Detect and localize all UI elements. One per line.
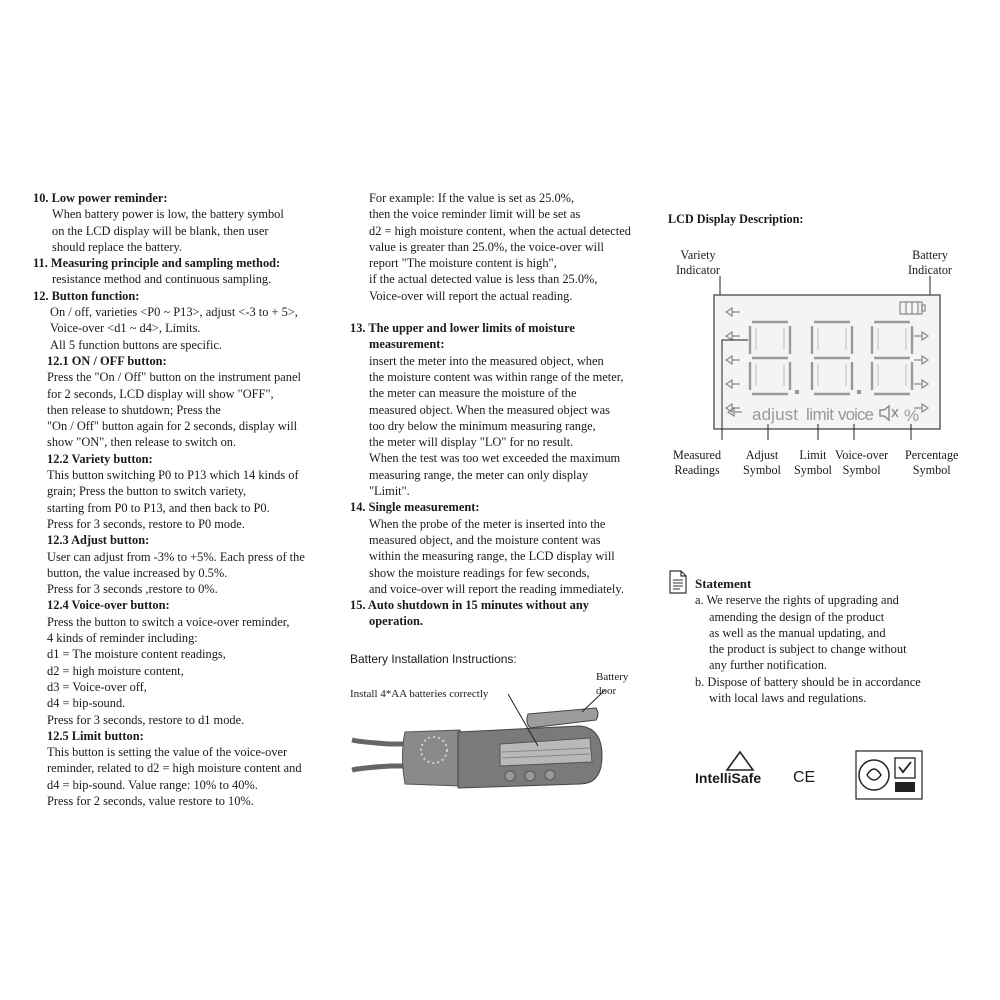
text-line: as well as the manual updating, and: [709, 625, 886, 640]
voice-over-symbol-label: [835, 448, 888, 477]
text-line: the moisture content was within range of the meter,: [369, 369, 624, 384]
text-line: resistance method and continuous sampling.: [52, 272, 272, 287]
example-paragraph: [350, 190, 650, 304]
text-line: 4 kinds of reminder including:: [47, 631, 198, 646]
label-line: Limit: [799, 448, 827, 462]
section-11-body: [33, 271, 333, 287]
text-line: User can adjust from -3% to +5%. Each press of the: [47, 549, 305, 564]
statement-item-b: [668, 674, 988, 707]
text-line: Press the button to switch a voice-over reminder,: [47, 614, 290, 629]
section-12-4-body: [33, 614, 333, 728]
text-line: for 2 seconds, LCD display will show "OFF",: [47, 386, 274, 401]
text-line: amending the design of the product: [709, 609, 885, 624]
text-line: Press for 2 seconds, value restore to 10%.: [47, 793, 254, 808]
intellisafe-triangle-icon: [725, 750, 755, 772]
statement-section: [668, 576, 988, 706]
text-line: When battery power is low, the battery symbol: [52, 207, 284, 222]
section-14-body: [350, 516, 650, 597]
text-line: show "ON", then release to switch on.: [47, 435, 237, 450]
text-line: This button is setting the value of the voice-over: [47, 745, 288, 760]
text-line: measured object, and the moisture content was: [369, 532, 601, 547]
label-line: Adjust: [745, 448, 779, 462]
text-line: When the probe of the meter is inserted into the: [369, 516, 606, 531]
section-14-title: 14. Single measurement:: [350, 500, 480, 515]
intellisafe-logo: IntelliSafe: [695, 770, 762, 786]
text-line: a. We reserve the rights of upgrading and: [695, 593, 899, 608]
text-line: "On / Off" button again for 2 seconds, display will: [47, 419, 298, 434]
adjust-symbol-label: [743, 448, 781, 477]
section-12-5-title: 12.5 Limit button:: [47, 728, 144, 743]
lcd-digits-value: 8.8.8: [668, 240, 670, 241]
ce-mark: CE: [793, 769, 816, 786]
limit-symbol-label: [794, 448, 832, 477]
text-line: value is greater than 25.0%, the voice-over will: [369, 239, 604, 254]
label-line: Measured: [673, 448, 722, 462]
text-line: grain; Press the button to switch variety,: [47, 484, 247, 499]
label-line: Indicator: [676, 262, 720, 277]
section-13-body: [350, 353, 650, 500]
measured-readings-label: [673, 448, 721, 477]
lcd-voice-symbol: voice: [838, 405, 874, 424]
lcd-diagram: [668, 240, 988, 440]
statement-title: Statement: [695, 576, 752, 591]
text-line: measuring range, the meter can only display: [369, 467, 589, 482]
text-line: report "The moisture content is high",: [369, 256, 557, 271]
section-12-2-body: [33, 467, 333, 532]
section-10-title: 10. Low power reminder:: [33, 191, 168, 205]
label-line: Percentage: [905, 448, 959, 462]
battery-installation: [350, 652, 660, 812]
label-line: Symbol: [842, 462, 881, 477]
section-12-4-title: 12.4 Voice-over button:: [47, 598, 170, 613]
text-line: d2 = high moisture content,: [47, 663, 184, 678]
battery-door-label-line: door: [596, 685, 617, 697]
text-line: on the LCD display will be blank, then user: [52, 223, 269, 238]
label-line: Voice-over: [835, 448, 889, 462]
section-12-body: [33, 304, 333, 353]
label-line: Symbol: [912, 462, 951, 477]
text-line: show the moisture readings for few seconds,: [369, 565, 590, 580]
text-line: All 5 function buttons are specific.: [50, 337, 223, 352]
text-line: On / off, varieties <P0 ~ P13>, adjust <-3 to + 5>,: [50, 305, 298, 320]
section-15-title-cont: operation.: [369, 614, 424, 629]
text-line: Voice-over will report the actual reading.: [369, 288, 573, 303]
text-line: b. Dispose of battery should be in accordance: [695, 674, 921, 689]
text-line: within the measuring range, the LCD display will: [369, 549, 615, 564]
section-12-3-body: [33, 549, 333, 598]
install-batteries-label: Install 4*AA batteries correctly: [350, 688, 489, 700]
text-line: "Limit".: [369, 484, 410, 499]
section-12-title: 12. Button function:: [33, 288, 140, 303]
label-line: Symbol: [794, 462, 832, 477]
text-line: any further notification.: [709, 658, 828, 673]
left-column: [33, 190, 333, 809]
text-line: then the voice reminder limit will be set as: [369, 207, 581, 222]
text-line: then release to shutdown; Press the: [47, 402, 221, 417]
text-line: the product is subject to change without: [709, 642, 907, 657]
section-12-3-title: 12.3 Adjust button:: [47, 533, 150, 548]
text-line: reminder, related to d2 = high moisture content and: [47, 761, 302, 776]
section-12-1-body: [33, 369, 333, 450]
section-13-title: 13. The upper and lower limits of moisture: [350, 321, 575, 336]
label-line: Symbol: [743, 462, 781, 477]
lcd-adjust-symbol: adjust: [752, 405, 798, 424]
text-line: For example: If the value is set as 25.0%,: [369, 191, 575, 205]
text-line: the meter will display "LO" for no result.: [369, 435, 574, 450]
label-line: Variety: [680, 248, 716, 262]
text-line: if the actual detected value is less than 25.0%,: [369, 272, 598, 287]
document-icon: [668, 570, 688, 594]
text-line: insert the meter into the measured object, when: [369, 353, 604, 368]
text-line: and voice-over will report the reading immediately.: [369, 581, 624, 596]
text-line: When the test was too wet exceeded the maximum: [369, 451, 621, 466]
section-12-5-body: [33, 744, 333, 809]
section-10-body: [33, 206, 333, 255]
percentage-symbol-label: [905, 448, 958, 477]
text-line: This button switching P0 to P13 which 14 kinds of: [47, 468, 299, 483]
label-line: Battery: [912, 248, 948, 262]
text-line: d1 = The moisture content readings,: [47, 647, 226, 662]
section-12-1-title: 12.1 ON / OFF button:: [47, 353, 167, 368]
battery-door-label: [596, 670, 628, 698]
text-line: Press the "On / Off" button on the instrument panel: [47, 370, 301, 385]
lcd-description-title: LCD Display Description:: [668, 212, 804, 226]
text-line: too dry below the minimum measuring range,: [369, 418, 596, 433]
text-line: Press for 3 seconds, restore to d1 mode.: [47, 712, 245, 727]
text-line: the meter can measure the moisture of the: [369, 386, 577, 401]
text-line: d4 = bip-sound.: [47, 696, 126, 711]
certification-logos: [695, 750, 955, 810]
sgs-ukas-seal: [855, 750, 923, 800]
label-line: Indicator: [908, 262, 952, 277]
label-line: Readings: [674, 462, 720, 477]
lcd-percent-symbol: %: [904, 406, 920, 425]
text-line: Press for 3 seconds, restore to P0 mode.: [47, 516, 245, 531]
text-line: d3 = Voice-over off,: [47, 679, 147, 694]
section-11-title: 11. Measuring principle and sampling method:: [33, 256, 281, 271]
text-line: starting from P0 to P13, and then back to P0.: [47, 500, 270, 515]
section-15-title: 15. Auto shutdown in 15 minutes without any: [350, 598, 589, 613]
statement-item-a: [668, 592, 988, 673]
text-line: d2 = high moisture content, when the actual detected: [369, 223, 631, 238]
section-13-title-cont: measurement:: [369, 337, 445, 352]
battery-instructions-title: Battery Installation Instructions:: [350, 652, 517, 666]
text-line: button, the value increased by 0.5%.: [47, 565, 228, 580]
middle-column: [350, 190, 650, 630]
lcd-limit-symbol: limit: [806, 405, 834, 424]
battery-door-label-line: Battery: [596, 671, 629, 683]
text-line: Press for 3 seconds ,restore to 0%.: [47, 582, 218, 597]
text-line: d4 = bip-sound. Value range: 10% to 40%.: [47, 777, 258, 792]
text-line: Voice-over <d1 ~ d4>, Limits.: [50, 321, 201, 336]
text-line: measured object. When the measured object was: [369, 402, 610, 417]
text-line: with local laws and regulations.: [709, 691, 867, 706]
section-12-2-title: 12.2 Variety button:: [47, 451, 153, 466]
text-line: should replace the battery.: [52, 239, 182, 254]
